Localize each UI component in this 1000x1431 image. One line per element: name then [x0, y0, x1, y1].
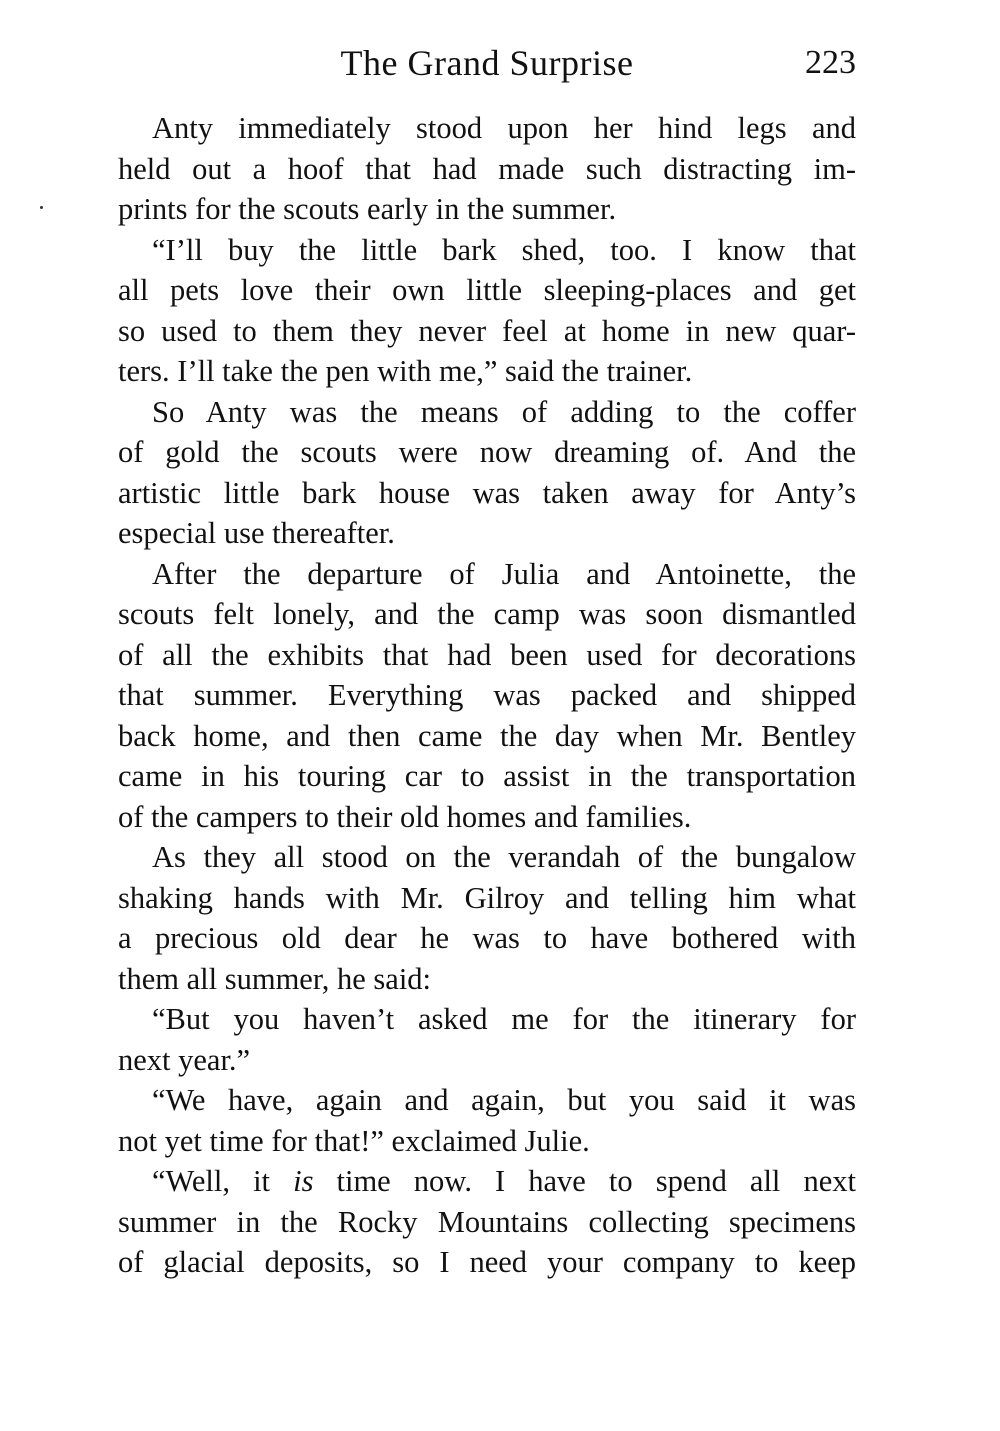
text-line: As they all stood on the verandah of the bungalow [152, 840, 856, 874]
text-line: all pets love their own little sleeping-places and get [118, 273, 856, 307]
text-line: “But you haven’t asked me for the itinerary for [152, 1002, 856, 1036]
text-line: next year.” [118, 1042, 251, 1077]
text-line: held out a hoof that had made such distracting im- [118, 151, 856, 186]
text-line: back home, and then came the day when Mr. Bentley [118, 718, 856, 753]
text-line: not yet time for that!” exclaimed Julie. [118, 1123, 590, 1158]
print-speck [40, 206, 43, 209]
text-line: “We have, again and again, but you said it was [152, 1083, 856, 1117]
body-text [118, 108, 856, 1283]
text-line: artistic little bark house was taken away for Anty’s [118, 475, 856, 510]
text-line: Anty immediately stood upon her hind legs and [152, 111, 856, 145]
text-line: a precious old dear he was to have bothered with [118, 921, 856, 955]
text-line: came in his touring car to assist in the transportation [118, 759, 856, 793]
text-line: that summer. Everything was packed and shipped [118, 678, 856, 712]
text-line: “I’ll buy the little bark shed, too. I know that [152, 232, 856, 267]
text-line: of gold the scouts were now dreaming of. And the [118, 435, 856, 469]
running-head [118, 38, 856, 88]
text-line: shaking hands with Mr. Gilroy and telling him what [118, 880, 856, 915]
text-line: of all the exhibits that had been used for decorations [118, 637, 856, 672]
text-line: them all summer, he said: [118, 961, 432, 996]
text-line: of the campers to their old homes and families. [118, 799, 692, 834]
text-line: So Anty was the means of adding to the coffer [152, 394, 856, 429]
text-line: of glacial deposits, so I need your company to keep [118, 1245, 856, 1279]
text-line: “Well, it is time now. I have to spend all next [152, 1164, 856, 1198]
text-line: After the departure of Julia and Antoinette, the [152, 556, 856, 591]
text-line: summer in the Rocky Mountains collecting specimens [118, 1204, 856, 1239]
text-line: prints for the scouts early in the summer. [118, 192, 617, 226]
chapter-title: The Grand Surprise [340, 43, 634, 83]
text-line: ters. I’ll take the pen with me,” said the trainer. [118, 354, 693, 388]
text-line: scouts felt lonely, and the camp was soon dismantled [118, 597, 856, 631]
text-line: so used to them they never feel at home in new quar- [118, 313, 856, 348]
text-line: especial use thereafter. [118, 516, 395, 550]
page-number: 223 [805, 44, 856, 81]
